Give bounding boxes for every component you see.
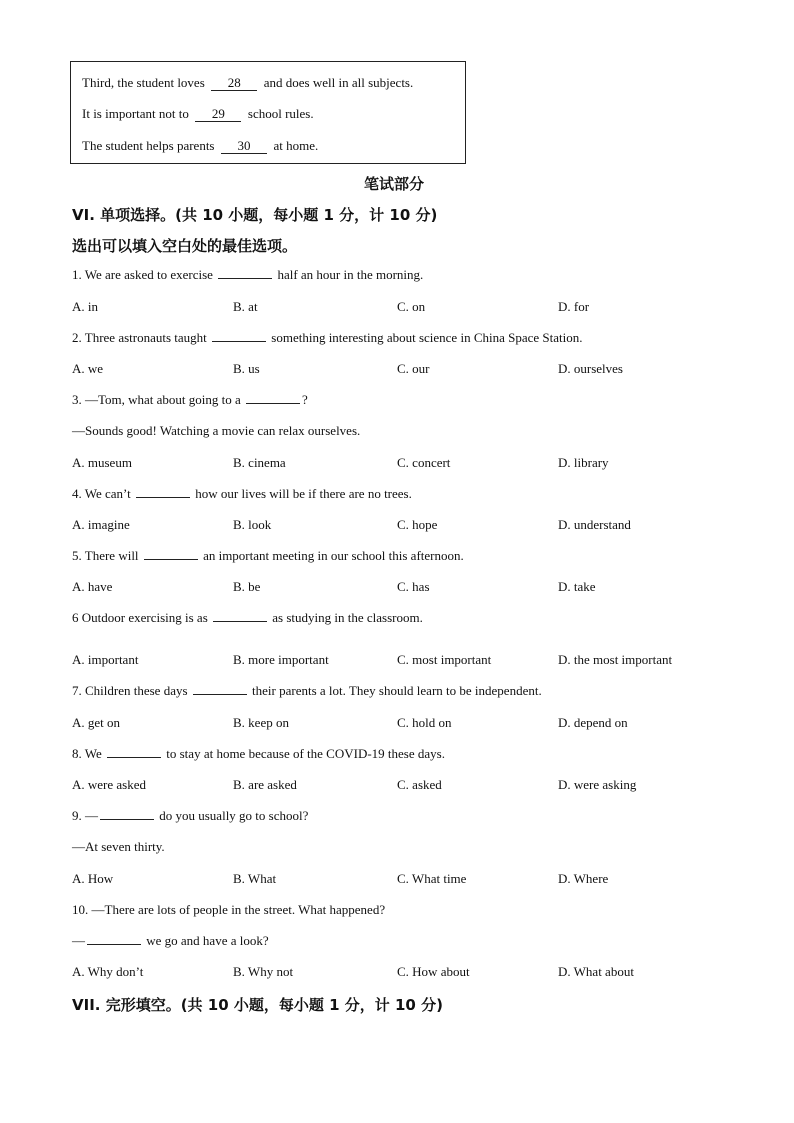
answer-blank bbox=[100, 809, 154, 820]
question-text: 9. — bbox=[72, 808, 98, 823]
box-line-3-after: at home. bbox=[273, 138, 319, 153]
question-text-after: something interesting about science in China Space Station. bbox=[271, 330, 583, 345]
box-line-1-text: Third, the student loves bbox=[82, 75, 205, 90]
option-c[interactable]: C. hope bbox=[397, 517, 438, 532]
question-1-options bbox=[72, 299, 762, 317]
question-5 bbox=[72, 548, 464, 564]
question-7-options bbox=[72, 715, 762, 733]
question-10-reply bbox=[72, 933, 269, 949]
option-b[interactable]: B. at bbox=[233, 299, 258, 314]
option-c[interactable]: C. our bbox=[397, 361, 430, 376]
option-a[interactable]: A. Why don’t bbox=[72, 964, 144, 979]
option-d[interactable]: D. What about bbox=[558, 964, 634, 979]
option-b[interactable]: B. more important bbox=[233, 652, 329, 667]
option-c[interactable]: C. on bbox=[397, 299, 426, 314]
section-7-title: VII. 完形填空。(共 10 小题，每小题 1 分，计 10 分) bbox=[72, 996, 443, 1014]
answer-blank bbox=[107, 747, 161, 758]
question-text: 6 Outdoor exercising is as bbox=[72, 610, 208, 625]
question-text-after: half an hour in the morning. bbox=[277, 267, 424, 282]
option-a[interactable]: A. How bbox=[72, 871, 114, 886]
question-7 bbox=[72, 683, 542, 699]
question-4 bbox=[72, 486, 412, 502]
option-b[interactable]: B. are asked bbox=[233, 777, 297, 792]
question-text-after: ? bbox=[302, 392, 308, 407]
blank-28: 28 bbox=[211, 76, 257, 91]
option-d[interactable]: D. were asking bbox=[558, 777, 637, 792]
option-a[interactable]: A. important bbox=[72, 652, 139, 667]
option-a[interactable]: A. museum bbox=[72, 455, 132, 470]
question-8-options bbox=[72, 777, 762, 795]
question-text: 7. Children these days bbox=[72, 683, 188, 698]
box-line-2-text: It is important not to bbox=[82, 106, 189, 121]
option-a[interactable]: A. were asked bbox=[72, 777, 146, 792]
option-d[interactable]: D. understand bbox=[558, 517, 631, 532]
answer-blank bbox=[218, 268, 272, 279]
question-6-options bbox=[72, 652, 762, 670]
question-text-after: as studying in the classroom. bbox=[272, 610, 423, 625]
question-text-after: an important meeting in our school this afternoon. bbox=[203, 548, 464, 563]
question-2-options bbox=[72, 361, 762, 379]
written-part-heading: 笔试部分 bbox=[364, 175, 425, 193]
option-d[interactable]: D. take bbox=[558, 579, 596, 594]
question-2 bbox=[72, 330, 583, 346]
question-text: — bbox=[72, 933, 85, 948]
option-a[interactable]: A. imagine bbox=[72, 517, 130, 532]
question-4-options bbox=[72, 517, 762, 535]
option-a[interactable]: A. we bbox=[72, 361, 104, 376]
question-9-options bbox=[72, 871, 762, 889]
option-c[interactable]: C. most important bbox=[397, 652, 492, 667]
question-text: 5. There will bbox=[72, 548, 139, 563]
option-d[interactable]: D. the most important bbox=[558, 652, 673, 667]
blank-29: 29 bbox=[195, 107, 241, 122]
option-a[interactable]: A. in bbox=[72, 299, 98, 314]
question-text: 4. We can’t bbox=[72, 486, 131, 501]
question-3 bbox=[72, 392, 308, 408]
answer-blank bbox=[246, 393, 300, 404]
option-a[interactable]: A. have bbox=[72, 579, 113, 594]
question-text-after: their parents a lot. They should learn to be independent. bbox=[252, 683, 542, 698]
question-9 bbox=[72, 808, 308, 824]
option-d[interactable]: D. Where bbox=[558, 871, 609, 886]
question-3-reply: —Sounds good! Watching a movie can relax ourselves. bbox=[72, 423, 361, 438]
option-b[interactable]: B. us bbox=[233, 361, 260, 376]
question-text-after: we go and have a look? bbox=[146, 933, 269, 948]
option-c[interactable]: C. concert bbox=[397, 455, 451, 470]
answer-blank bbox=[212, 331, 266, 342]
question-text-after: how our lives will be if there are no trees. bbox=[195, 486, 412, 501]
passage-summary-box bbox=[70, 61, 466, 164]
box-line-1 bbox=[82, 75, 413, 91]
question-text: 3. —Tom, what about going to a bbox=[72, 392, 241, 407]
question-1 bbox=[72, 267, 423, 283]
option-b[interactable]: B. keep on bbox=[233, 715, 289, 730]
question-9-reply: —At seven thirty. bbox=[72, 839, 165, 854]
option-b[interactable]: B. look bbox=[233, 517, 272, 532]
blank-30: 30 bbox=[221, 139, 267, 154]
question-text-after: to stay at home because of the COVID-19 these days. bbox=[166, 746, 445, 761]
question-3-options bbox=[72, 455, 762, 473]
option-b[interactable]: B. Why not bbox=[233, 964, 294, 979]
box-line-1-after: and does well in all subjects. bbox=[263, 75, 414, 90]
answer-blank bbox=[87, 934, 141, 945]
option-b[interactable]: B. cinema bbox=[233, 455, 286, 470]
option-d[interactable]: D. for bbox=[558, 299, 590, 314]
question-8 bbox=[72, 746, 445, 762]
option-c[interactable]: C. What time bbox=[397, 871, 467, 886]
answer-blank bbox=[144, 549, 198, 560]
question-text: 2. Three astronauts taught bbox=[72, 330, 207, 345]
question-10-options bbox=[72, 964, 762, 982]
option-b[interactable]: B. be bbox=[233, 579, 261, 594]
option-d[interactable]: D. depend on bbox=[558, 715, 628, 730]
box-line-3 bbox=[82, 138, 318, 154]
question-5-options bbox=[72, 579, 762, 597]
option-c[interactable]: C. has bbox=[397, 579, 430, 594]
question-10: 10. —There are lots of people in the street. What happened? bbox=[72, 902, 386, 917]
option-c[interactable]: C. How about bbox=[397, 964, 470, 979]
section-6-instruction: 选出可以填入空白处的最佳选项。 bbox=[72, 237, 298, 255]
option-b[interactable]: B. What bbox=[233, 871, 277, 886]
question-6 bbox=[72, 610, 423, 626]
box-line-2-after: school rules. bbox=[247, 106, 314, 121]
option-c[interactable]: C. asked bbox=[397, 777, 442, 792]
box-line-2 bbox=[82, 106, 314, 122]
section-6-title: VI. 单项选择。(共 10 小题，每小题 1 分，计 10 分) bbox=[72, 206, 438, 224]
option-c[interactable]: C. hold on bbox=[397, 715, 452, 730]
option-a[interactable]: A. get on bbox=[72, 715, 121, 730]
option-d[interactable]: D. library bbox=[558, 455, 609, 470]
question-text-after: do you usually go to school? bbox=[159, 808, 309, 823]
answer-blank bbox=[136, 487, 190, 498]
answer-blank bbox=[193, 684, 247, 695]
option-d[interactable]: D. ourselves bbox=[558, 361, 623, 376]
question-text: 1. We are asked to exercise bbox=[72, 267, 213, 282]
answer-blank bbox=[213, 611, 267, 622]
box-line-3-text: The student helps parents bbox=[82, 138, 215, 153]
question-text: 8. We bbox=[72, 746, 102, 761]
